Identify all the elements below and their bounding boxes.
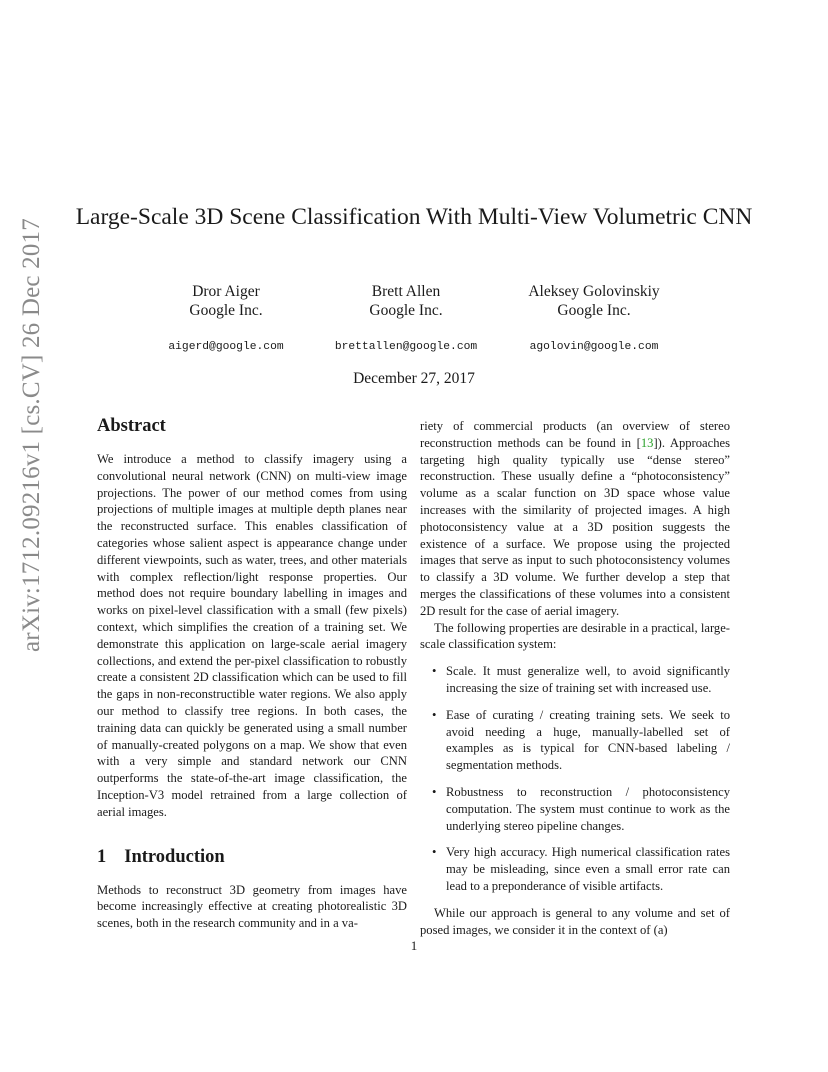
- author-3: [474, 282, 714, 320]
- bullet-icon: •: [432, 784, 437, 799]
- properties-list: [420, 663, 730, 895]
- body-paragraph: riety of commercial products (an overview of stereo reconstruction methods can be found in [13]). Approaches targeting high quality typically use “dense stereo” reconstruction. These usually define a “photoconsistency” volume as a scalar function on 3D space whose value increases with the similarity of projected images. A high photoconsistency value at a 3D position suggests the existence of a surface. We propose using the projected images that serve as input to such photoconsistency volumes to classify a 3D volume. We further develop a step that merges the classifications of these volumes into a consistent 2D result for the case of aerial imagery.: [420, 419, 731, 618]
- section-title: Introduction: [124, 846, 225, 867]
- author-affiliation: Google Inc.: [557, 302, 631, 319]
- abstract-heading: Abstract: [97, 416, 166, 436]
- author-3-email: agolovin@google.com: [529, 341, 659, 353]
- body-paragraph: The following properties are desirable in a practical, large-scale classification system:: [420, 620, 730, 652]
- body-paragraph: While our approach is general to any volume and set of posed images, we consider it in the context of (a): [420, 905, 730, 937]
- right-column: [420, 418, 730, 938]
- author-2-email: brettallen@google.com: [334, 341, 478, 353]
- author-affiliation: Google Inc.: [189, 302, 263, 319]
- bullet-icon: •: [432, 664, 437, 679]
- left-column: [97, 415, 407, 932]
- author-name: Dror Aiger: [192, 283, 260, 300]
- author-1-email: aigerd@google.com: [168, 341, 284, 353]
- paper-date: December 27, 2017: [353, 370, 475, 387]
- arxiv-stamp: arXiv:1712.09216v1 [cs.CV] 26 Dec 2017: [18, 218, 45, 652]
- bullet-icon: •: [432, 845, 437, 860]
- list-item: • Robustness to reconstruction / photoconsistency computation. The system must continue to work as the underlying stereo pipeline changes.: [432, 784, 730, 833]
- section-number: 1: [97, 846, 107, 867]
- author-name: Aleksey Golovinskiy: [528, 283, 660, 300]
- citation-link[interactable]: 13: [640, 435, 654, 450]
- abstract-text: We introduce a method to classify imagery using a convolutional neural network (CNN) on multi-view image projections. The power of our method comes from using projections of multiple images at multiple depth planes near the reconstructed surface. This enables classification of categories whose salient aspect is appearance change under different viewpoints, such as water, trees, and other materials with complex reflection/light response properties. Our method does not require boundary labelling in images and works on pixel-level classification with a small (few pixels) context, which simplifies the creation of a training set. We demonstrate this application on large-scale aerial imagery collections, and extend the per-pixel classification to robustly create a consistent 2D classification which can be used to fill the gaps in non-reconstructible water regions. We also apply our method to classify tree regions. In both cases, the training data can quickly be generated using a small number of manually-created polygons on a map. We show that even with a very simple and standard network our CNN outperforms the state-of-the-art image classification, the Inception-V3 model retrained from a large collection of aerial images.: [97, 452, 407, 819]
- list-item: • Ease of curating / creating training sets. We seek to avoid needing a huge, manually-labelled set of examples as is typical for CNN-based labeling / segmentation methods.: [432, 707, 730, 773]
- intro-paragraph: Methods to reconstruct 3D geometry from images have become increasingly effective at creating photorealistic 3D scenes, both in the research community and in a va-: [97, 882, 407, 931]
- author-name: Brett Allen: [371, 283, 441, 300]
- page-number: 1: [410, 938, 418, 953]
- bullet-icon: •: [432, 707, 437, 722]
- list-item: • Scale. It must generalize well, to avoid significantly increasing the size of training set with increased use.: [432, 664, 730, 695]
- section-heading-introduction: [97, 846, 407, 868]
- author-affiliation: Google Inc.: [369, 302, 443, 319]
- paper-title: Large-Scale 3D Scene Classification With Multi-View Volumetric CNN: [75, 204, 753, 230]
- list-item: • Very high accuracy. High numerical classification rates may be misleading, since even a small error rate can lead to a preponderance of visible artifacts.: [432, 845, 730, 893]
